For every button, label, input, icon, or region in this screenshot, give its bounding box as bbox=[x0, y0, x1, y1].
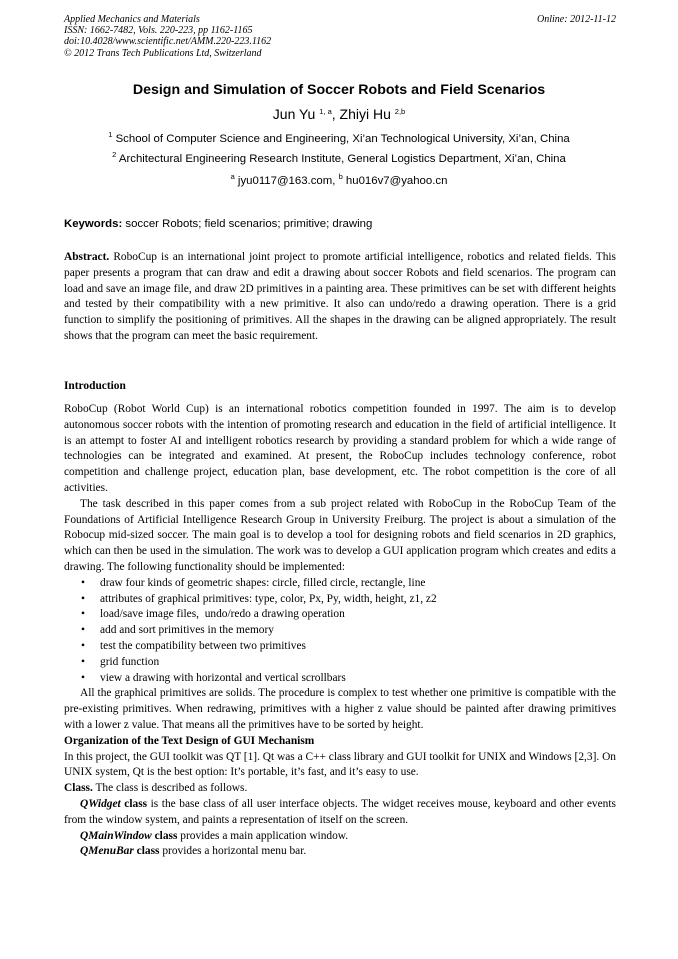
list-item: • test the compatibility between two primitives bbox=[64, 639, 616, 655]
class-item: QMainWindow class provides a main application window. bbox=[80, 829, 349, 842]
class-item: QMenuBar class provides a horizontal menu bar. bbox=[80, 845, 307, 858]
class-name: QMainWindow bbox=[80, 829, 152, 842]
keywords-text: soccer Robots; field scenarios; primitive; drawing bbox=[125, 218, 373, 230]
bullet: • bbox=[81, 592, 85, 605]
affiliation-2 bbox=[0, 150, 678, 165]
online-date: Online: 2012-11-12 bbox=[537, 14, 616, 25]
bullet: • bbox=[81, 624, 85, 637]
affiliation-1 bbox=[0, 130, 678, 145]
class-name: QMenuBar bbox=[80, 845, 134, 858]
bullet: • bbox=[81, 608, 85, 621]
bullet: • bbox=[81, 671, 85, 684]
affiliation-sup: 1 bbox=[108, 130, 113, 139]
list-item: • add and sort primitives in the memory bbox=[64, 623, 616, 639]
affiliation-sup: 2 bbox=[112, 150, 117, 159]
class-item: QWidget class is the base class of all user interface objects. The widget receives mouse, keyboard and other events from the window system, and paints a representation of itself on the screen. bbox=[64, 797, 616, 826]
copyright-line: © 2012 Trans Tech Publications Ltd, Switzerland bbox=[64, 47, 262, 59]
email-address: hu016v7@yahoo.cn bbox=[345, 175, 448, 187]
author-name: Zhiyi Hu bbox=[339, 106, 391, 122]
functionality-list bbox=[64, 576, 616, 687]
introduction-section bbox=[64, 402, 616, 860]
abstract-label: Abstract. bbox=[64, 251, 110, 263]
bullet: • bbox=[81, 576, 85, 589]
organization-heading: Organization of the Text Design of GUI Mechanism bbox=[64, 734, 315, 747]
bullet: • bbox=[81, 639, 85, 652]
email-line bbox=[0, 172, 678, 187]
paper-title: Design and Simulation of Soccer Robots and Field Scenarios bbox=[132, 82, 546, 98]
affiliation-text: School of Computer Science and Engineering, Xi’an Technological University, Xi’an, China bbox=[115, 133, 570, 145]
email-address: jyu0117@163.com, bbox=[237, 175, 336, 187]
issn-line: ISSN: 1662-7482, Vols. 220-223, pp 1162-1165 bbox=[64, 25, 253, 37]
author-sup: 1, a bbox=[319, 107, 332, 116]
keywords-label: Keywords: bbox=[64, 218, 123, 230]
list-item: • view a drawing with horizontal and vertical scrollbars bbox=[64, 671, 616, 687]
author-name: Jun Yu bbox=[272, 106, 316, 122]
doi-line: doi:10.4028/www.scientific.net/AMM.220-223.1162 bbox=[64, 36, 272, 48]
list-item: • grid function bbox=[64, 655, 616, 671]
list-item: • attributes of graphical primitives: type, color, Px, Py, width, height, z1, z2 bbox=[64, 592, 616, 608]
author-sup: 2,b bbox=[394, 107, 406, 116]
class-label: Class. bbox=[64, 782, 93, 795]
journal-header bbox=[64, 14, 616, 59]
email-sup: b bbox=[338, 172, 343, 181]
paragraph: The task described in this paper comes from a sub project related with RoboCup in the RoboCup Team of the Foundations of Artificial Intelligence Research Group in University Freiburg. The project is about a simulation of the Robocup mid-sized soccer. The main goal is to develop a tool for designing robots and field scenarios in 2D graphics, which can then be used in the simulation. The work was to develop a GUI application program which creates and edits a drawing. The following functionality should be implemented: bbox=[64, 497, 616, 573]
journal-name: Applied Mechanics and Materials bbox=[64, 14, 200, 25]
class-name: QWidget bbox=[80, 797, 121, 810]
list-item: • draw four kinds of geometric shapes: circle, filled circle, rectangle, line bbox=[64, 576, 616, 592]
abstract bbox=[64, 250, 616, 345]
paragraph: In this project, the GUI toolkit was QT [1]. Qt was a C++ class library and GUI toolkit for UNIX and Windows [2,3]. On UNIX system, Qt is the best option: It’s portable, it’s fast, and it’s easy to use. bbox=[64, 750, 616, 779]
email-sup: a bbox=[230, 172, 235, 181]
paragraph: All the graphical primitives are solids. The procedure is complex to test whether one primitive is compatible with the pre-existing primitives. When redrawing, primitives with a higher z value should be painted after drawing primitives with a lower z value. That means all the primitives have to be sorted by height. bbox=[64, 687, 616, 731]
class-paragraph: Class. The class is described as follows. bbox=[64, 782, 248, 795]
list-item: • load/save image files, undo/redo a drawing operation bbox=[64, 607, 616, 623]
affiliation-text: Architectural Engineering Research Institute, General Logistics Department, Xi’an, China bbox=[118, 153, 566, 165]
introduction-heading: Introduction bbox=[64, 380, 126, 392]
bullet: • bbox=[81, 655, 85, 668]
abstract-text: RoboCup is an international joint project to promote artificial intelligence, robotics and related fields. This paper presents a program that can draw and edit a drawing about soccer Robots and field scenarios. The program can load and save an image file, and draw 2D primitives in a painting area. These primitives can be set with different heights and tested by their compatibility with a new primitive. It also can undo/redo a drawing operation. There is a grid function to simplify the positioning of primitives. All the shapes in the drawing can be aligned appropriately. The result shows that the program can meet the basic requirement. bbox=[64, 251, 616, 342]
keywords bbox=[64, 218, 616, 230]
paragraph: RoboCup (Robot World Cup) is an international robotics competition founded in 1997. The aim is to develop autonomous soccer robots with the intention of promoting research and education in the field of artificial intelligence. It is an attempt to foster AI and intelligent robotics research by providing a standard problem for which a wide range of technologies can be integrated and examined. At present, the RoboCup includes technology conference, robot competition and challenge project, education plan, base development, etc. The robot competition is the core of all activities. bbox=[64, 403, 616, 494]
author-list: Jun Yu $^{1, a}$, Zhiyi Hu $^{2,b}$ bbox=[272, 106, 406, 122]
